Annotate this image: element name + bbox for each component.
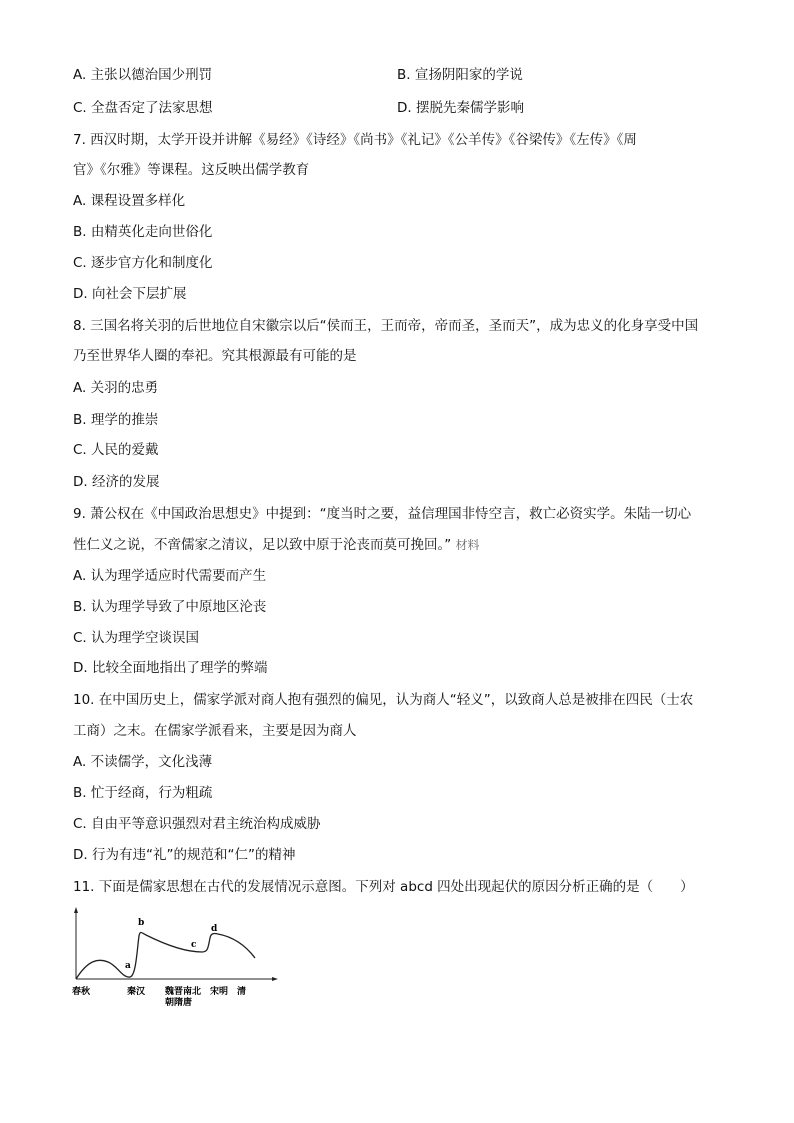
q9-note: 材料 — [455, 538, 480, 552]
q10-stem: 10. 在中国历史上，儒家学派对商人抱有强烈的偏见，认为商人“轻义”，以致商人总是被排在四民（士农 — [73, 692, 694, 708]
q9-option-d: D. 比较全面地指出了理学的弊端 — [73, 660, 268, 676]
q8-stem: 8. 三国名将关羽的后世地位自宋徽宗以后“侯而王，王而帝，帝而圣，圣而天”，成为忠义的化身享受中国 — [73, 318, 699, 334]
q7-option-d: D. 向社会下层扩展 — [73, 286, 187, 302]
axis-label-weijin: 魏晋南北 — [165, 987, 202, 997]
axis-label-suitang: 朝隋唐 — [165, 998, 193, 1008]
q8-option-c: C. 人民的爱戴 — [73, 442, 159, 458]
q10-option-b: B. 忙于经商，行为粗疏 — [73, 785, 213, 801]
point-label-c: c — [191, 940, 197, 950]
q9-option-c: C. 认为理学空谈误国 — [73, 630, 200, 646]
q10-stem-cont: 工商）之末。在儒家学派看来，主要是因为商人 — [73, 723, 357, 739]
axis-label-chunqiu: 春秋 — [72, 987, 91, 997]
point-label-b: b — [138, 918, 145, 928]
axis-label-qing: 清 — [237, 987, 247, 997]
confucianism-development-diagram — [66, 900, 286, 1015]
q9-option-b: B. 认为理学导致了中原地区沦丧 — [73, 599, 267, 615]
q8-option-b: B. 理学的推崇 — [73, 412, 159, 428]
q9-stem: 9. 萧公权在《中国政治思想史》中提到：“度当时之要，益信理国非恃空言，救亡必资实学。朱陆一切心 — [73, 506, 692, 522]
q6-option-c: C. 全盘否定了法家思想 — [73, 100, 213, 116]
q10-option-c: C. 自由平等意识强烈对君主统治构成威胁 — [73, 816, 321, 832]
x-axis-arrow-icon — [272, 977, 278, 981]
axis-label-qinhan: 秦汉 — [127, 987, 146, 997]
q10-option-a: A. 不读儒学，文化浅薄 — [73, 754, 213, 770]
q7-stem-cont: 官》《尔雅》等课程。这反映出儒学教育 — [73, 162, 310, 178]
q6-option-d: D. 摆脱先秦儒学影响 — [397, 100, 524, 116]
q10-option-d: D. 行为有违“礼”的规范和“仁”的精神 — [73, 847, 296, 863]
q9-stem-cont — [73, 536, 480, 554]
axis-label-songming: 宋明 — [210, 987, 229, 997]
q11-stem: 11. 下面是儒家思想在古代的发展情况示意图。下列对 abcd 四处出现起伏的原因分析正确的是（ ） — [73, 879, 694, 895]
q7-option-b: B. 由精英化走向世俗化 — [73, 224, 213, 240]
point-label-a: a — [125, 961, 131, 971]
q8-stem-cont: 乃至世界华人圈的奉祀。究其根源最有可能的是 — [73, 348, 357, 364]
q9-option-a: A. 认为理学适应时代需要而产生 — [73, 568, 267, 584]
q7-option-a: A. 课程设置多样化 — [73, 193, 186, 209]
y-axis-arrow-icon — [74, 907, 78, 913]
q7-option-c: C. 逐步官方化和制度化 — [73, 255, 213, 271]
q9-stem-text: 性仁义之说，不啻儒家之清议，足以致中原于沦丧而莫可挽回。” — [73, 537, 452, 553]
q8-option-a: A. 关羽的忠勇 — [73, 380, 159, 396]
development-curve — [76, 932, 255, 979]
q8-option-d: D. 经济的发展 — [73, 474, 160, 490]
q6-option-b: B. 宣扬阴阳家的学说 — [397, 67, 523, 83]
q6-option-a: A. 主张以德治国少刑罚 — [73, 67, 213, 83]
q7-stem: 7. 西汉时期，太学开设并讲解《易经》《诗经》《尚书》《礼记》《公羊传》《谷梁传》《左传》《周 — [73, 132, 637, 148]
point-label-d: d — [211, 924, 218, 934]
